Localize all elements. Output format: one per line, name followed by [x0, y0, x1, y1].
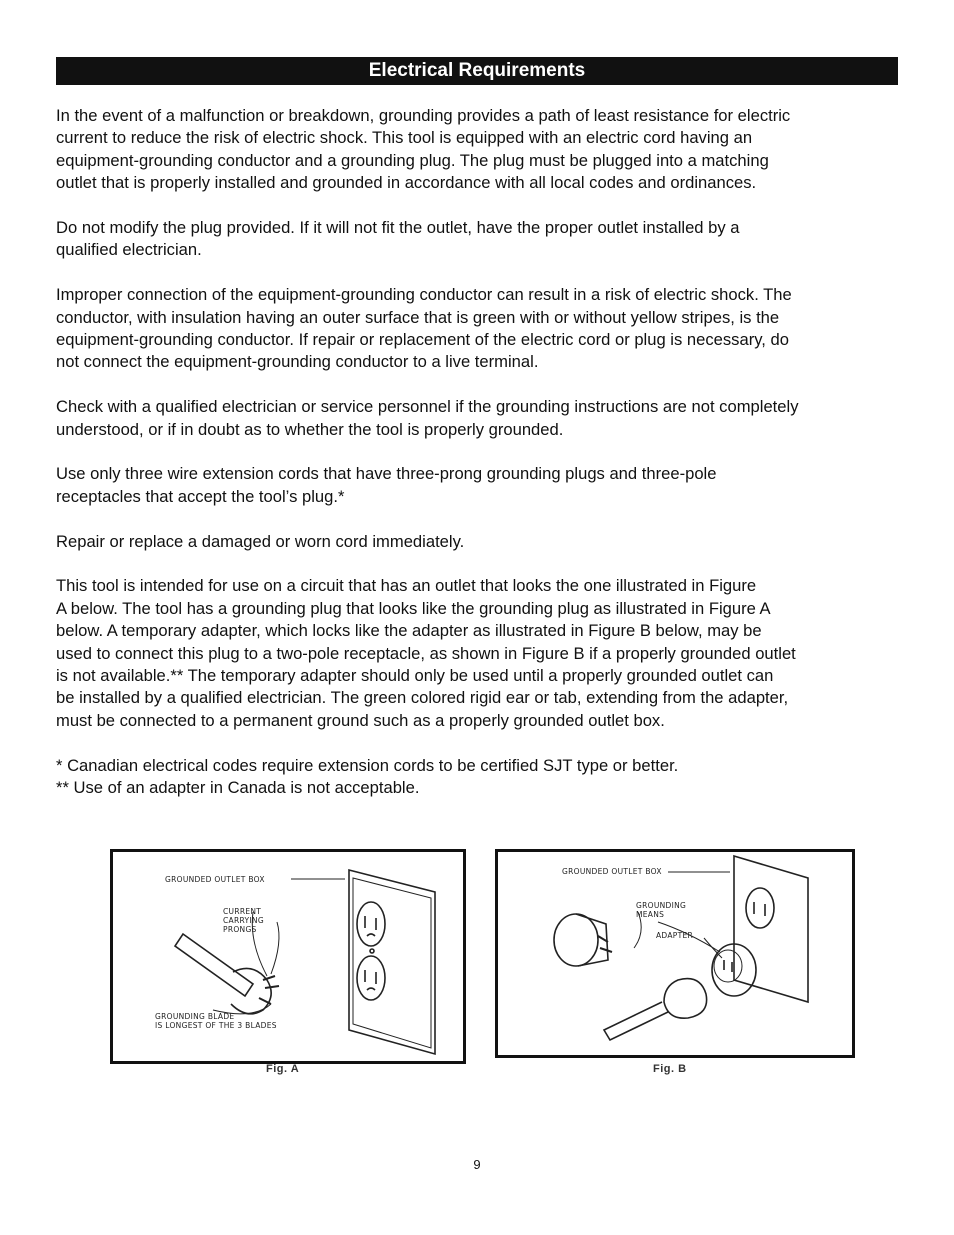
footnote-canadian-codes: * Canadian electrical codes require extension cords to be certified SJT type or better. [56, 755, 679, 775]
label-current-carrying-prongs: CURRENT CARRYING PRONGS [223, 907, 264, 934]
paragraph-grounding: In the event of a malfunction or breakdown, grounding provides a path of least resistance for electric current to reduce the risk of electric shock. This tool is equipped with an electric cord having an equipment-grounding conductor and a grounding plug. The plug must be plugged into a matching outlet that is properly installed and grounded in accordance with all local codes and ordinances. [56, 106, 791, 193]
label-grounded-outlet-box-b: GROUNDED OUTLET BOX [562, 867, 662, 876]
paragraph-modify-plug: Do not modify the plug provided. If it will not fit the outlet, have the proper outlet installed by a qualified electrician. [56, 218, 740, 260]
figure-b-illustration [498, 852, 852, 1055]
label-grounding-blade: GROUNDING BLADE IS LONGEST OF THE 3 BLADES [155, 1012, 277, 1030]
body-text [56, 105, 898, 799]
paragraph-circuit-adapter: This tool is intended for use on a circuit that has an outlet that looks the one illustrated in Figure A below. The tool has a grounding plug that looks like the grounding plug as illustrated in Figure A below. A temporary adapter, which locks like the adapter as illustrated in Figure B below, may be used to connect this plug to a two-pole receptacle, as shown in Figure B if a properly grounded outlet is not available.** The temporary adapter should only be used until a properly grounded outlet can be installed by a qualified electrician. The green colored rigid ear or tab, extending from the adapter, must be connected to a permanent ground such as a properly grounded outlet box. [56, 576, 796, 730]
label-grounded-outlet-box-a: GROUNDED OUTLET BOX [165, 875, 265, 884]
paragraph-repair-cord: Repair or replace a damaged or worn cord immediately. [56, 531, 465, 551]
figure-a-caption: Fig. A [266, 1063, 300, 1075]
paragraph-extension-cords: Use only three wire extension cords that have three-prong grounding plugs and three-pole receptacles that accept the tool’s plug.* [56, 464, 717, 506]
footnote-adapter-canada: ** Use of an adapter in Canada is not acceptable. [56, 778, 420, 798]
figure-a-grounded-outlet [110, 849, 466, 1064]
paragraph-improper-connection: Improper connection of the equipment-grounding conductor can result in a risk of electric shock. The conductor, with insulation having an outer surface that is green with or without yellow stripes, is the equipment-grounding conductor. If repair or replacement of the electric cord or plug is necessary, do not connect the equipment-grounding conductor to a live terminal. [56, 285, 792, 372]
figure-b-adapter [495, 849, 855, 1058]
label-grounding-means: GROUNDING MEANS [636, 901, 687, 919]
label-adapter: ADAPTER [656, 931, 694, 940]
figure-b-caption: Fig. B [653, 1063, 687, 1075]
section-title: Electrical Requirements [56, 57, 898, 85]
paragraph-check-electrician: Check with a qualified electrician or service personnel if the grounding instructions are not completely understood, or if in doubt as to whether the tool is properly grounded. [56, 397, 799, 439]
page-number: 9 [473, 1157, 481, 1172]
